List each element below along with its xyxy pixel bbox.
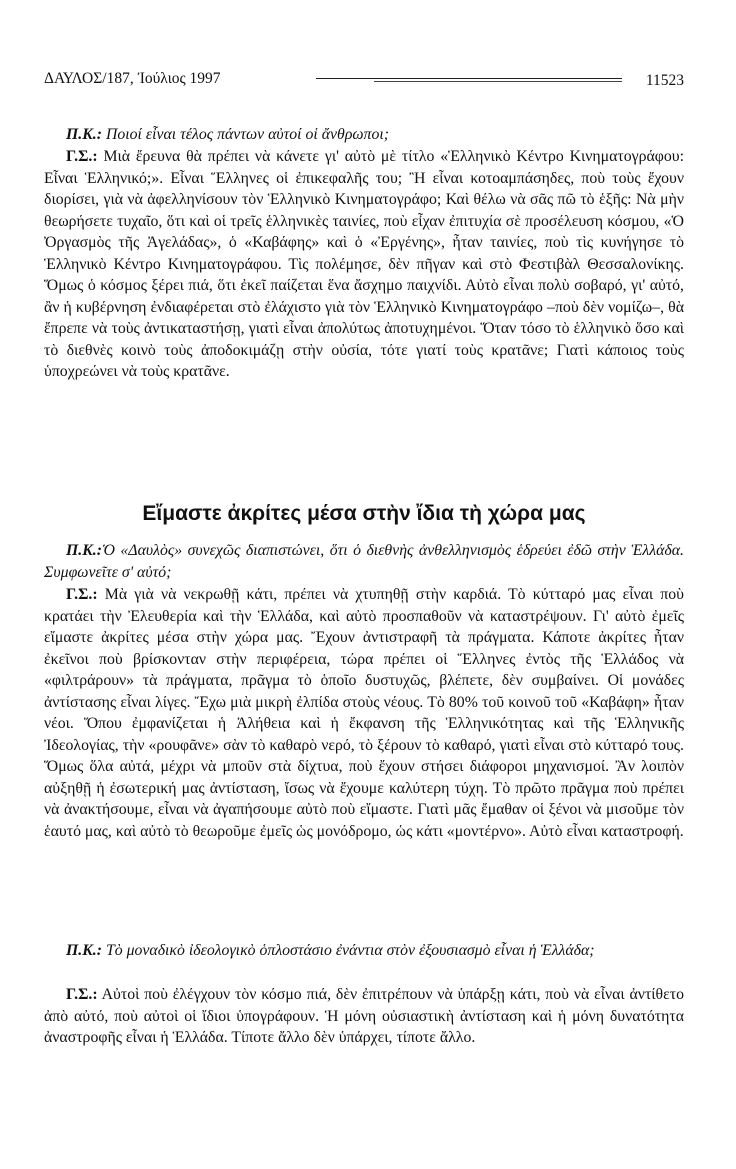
answer-text: Αὐτοὶ ποὺ ἐλέγχουν τὸν κόσμο πιά, δὲν ἐπιτρέπουν νὰ ὑπάρξῃ κάτι, ποὺ νὰ εἶναι ἀντίθετο ἀπὸ αὐτό, ποὺ αὐτοὶ οἱ ἴδιοι ὑπογράφουν. Ἡ μόνη οὐσιαστικὴ ἀντίσταση καὶ ἡ μόνη δυνατότητα ἀναστροφῆς εἶναι ἡ Ἑλλάδα. Τίποτε ἄλλο δὲν ὑπάρχει, τίποτε ἄλλο. [44, 986, 684, 1046]
interview-question [44, 124, 684, 146]
page-number: 11523 [645, 72, 684, 89]
issue-info: ΔΑΥΛΟΣ/187, Ἰούλιος 1997 [44, 70, 221, 87]
interviewer-label: Π.Κ.: [66, 942, 102, 959]
interview-answer [44, 984, 684, 1049]
section-heading: Εἴμαστε ἀκρίτες μέσα στὴν ἴδια τὴ χώρα μας [142, 502, 586, 525]
interviewer-label: Π.Κ.: [66, 542, 102, 559]
question-text: Ποιοί εἶναι τέλος πάντων αὐτοί οἱ ἄνθρωποι; [105, 126, 390, 143]
question-text: Τὸ μοναδικὸ ἰδεολογικὸ ὁπλοστάσιο ἐνάντια στὸν ἐξουσιασμὸ εἶναι ἡ Ἑλλάδα; [105, 942, 595, 959]
interview-question [44, 940, 684, 962]
header-rule-secondary [374, 81, 622, 82]
interviewer-label: Π.Κ.: [66, 126, 102, 143]
interview-answer [44, 146, 684, 383]
interviewee-label: Γ.Σ.: [66, 986, 98, 1003]
interviewee-label: Γ.Σ.: [66, 586, 98, 603]
interview-question [44, 540, 684, 583]
answer-text: Μὰ γιὰ νὰ νεκρωθῇ κάτι, πρέπει νὰ χτυπηθῇ στὴν καρδιά. Τὸ κύτταρό μας εἶναι ποὺ κρατάει τὴν Ἐλευθερία καὶ τὴν Ἑλλάδα, καὶ αὐτὸ προσπαθοῦν νὰ καταστρέψουν. Γι' αὐτὸ ἐμεῖς εἴμαστε ἀκρίτες μέσα στὴν χώρα μας. Ἔχουν ἀντιστραφῆ τὰ πράγματα. Κάποτε ἀκρίτες ἦταν ἐκεῖνοι ποὺ βρίσκονταν στὴν περιφέρεια, τώρα πρέπει οἱ Ἕλληνες ἐντὸς τῆς Ἑλλάδος νὰ «φιλτράρουν» τὰ πράγματα, πρᾶγμα τὸ ὁποῖο δυστυχῶς, βλέπετε, δὲν συμβαίνει. Οἱ μονάδες ἀντίστασης εἶναι λίγες. Ἔχω μιὰ μικρὴ ἐλπίδα στοὺς νέους. Τὸ 80% τοῦ κοινοῦ τοῦ «Καβάφη» ἦταν νέοι. Ὅπου ἐμφανίζεται ἡ Ἀλήθεια καὶ ἡ ἔκφανση τῆς Ἑλληνικότητας καὶ τῆς Ἑλληνικῆς Ἰδεολογίας, τὴν «ρουφᾶνε» σὰν τὸ καθαρὸ νερό, τὸ ξέρουν τὸ καθαρό, γιατὶ εἶναι στὸ κύτταρό τους. Ὅμως ὅλα αὐτά, μέχρι νὰ μποῦν στὰ δίχτυα, ποὺ ἔχουν στήσει διάφοροι μηχανισμοί. Ἂν λοιπὸν αὐξηθῇ ἡ ἐσωτερική μας ἀντίσταση, ἴσως νὰ ἔχουμε καλύτερη τύχη. Τὸ πρῶτο πρᾶγμα ποὺ πρέπει νὰ ἀνακτήσουμε, εἶναι νὰ ἀγαπήσουμε αὐτὸ ποὺ εἴμαστε. Γιατὶ μᾶς ἔμαθαν οἱ ξένοι νὰ μισοῦμε τὸν ἑαυτό μας, καὶ αὐτὸ τὸ θεωροῦμε ἐμεῖς ὡς μονόδρομο, ὡς κάτι «μοντέρνο». Αὐτὸ εἶναι καταστροφή. [44, 586, 684, 840]
interview-answer [44, 584, 684, 842]
answer-text: Μιὰ ἔρευνα θὰ πρέπει νὰ κάνετε γι' αὐτὸ μὲ τίτλο «Ἑλληνικὸ Κέντρο Κινηματογράφου: Εἶναι Ἑλληνικό;». Εἶναι Ἕλληνες οἱ ἐπικεφαλῆς του; Ἢ εἶναι κοτοαμπάσηδες, ποὺ τοὺς ἔχουν διορίσει, γιὰ νὰ ἀφελληνίσουν τὸν Ἑλληνικὸ Κινηματογράφο; Καὶ θέλω νὰ σᾶς πῶ τὸ ἑξῆς: Νὰ μὴν θεωρήσετε τυχαῖο, ὅτι καὶ οἱ τρεῖς ἑλληνικὲς ταινίες, ποὺ εἶχαν ἐπιτυχία σὲ προσέλευση κόσμου, «Ὁ Ὀργασμὸς τῆς Ἀγελάδας», ὁ «Καβάφης» καὶ ὁ «Ἐργένης», ἦταν ταινίες, ποὺ τὶς κυνήγησε τὸ Ἑλληνικὸ Κέντρο Κινηματογράφου. Τὶς πολέμησε, δὲν πῆγαν καὶ στὸ Φεστιβὰλ Θεσσαλονίκης. Ὅμως ὁ κόσμος ξέρει πιά, ὅτι ἐκεῖ παίζεται ἕνα ἄσχημο παιχνίδι. Αὐτὸ εἶναι πολὺ σοβαρό, γι' αὐτό, ἂν ἡ κυβέρνηση ἐνδιαφέρεται στὸ ἐλάχιστο γιὰ τὸν Ἑλληνικὸ Κινηματογράφο –ποὺ δὲν νομίζω–, θὰ ἔπρεπε νὰ τοὺς ἀντικαταστήσῃ, γιατὶ εἶναι ἀπολύτως ἀποτυχημένοι. Ὅταν τόσο τὸ ἑλληνικὸ ὅσο καὶ τὸ διεθνὲς κοινὸ τοὺς ἀποδοκιμάζῃ στὴν οὐσία, τότε γιατί τοὺς κρατᾶνε; Γιατὶ κάποιος τοὺς ὑποχρεώνει νὰ τοὺς κρατᾶνε. [44, 148, 684, 380]
page-header [44, 68, 686, 92]
interviewee-label: Γ.Σ.: [66, 148, 98, 165]
header-rule [316, 78, 622, 79]
question-text: Ὁ «Δαυλὸς» συνεχῶς διαπιστώνει, ὅτι ὁ διεθνὴς ἀνθελληνισμὸς ἑδρεύει ἐδῶ στὴν Ἑλλάδα. Συμφωνεῖτε σ' αὐτό; [44, 542, 684, 581]
